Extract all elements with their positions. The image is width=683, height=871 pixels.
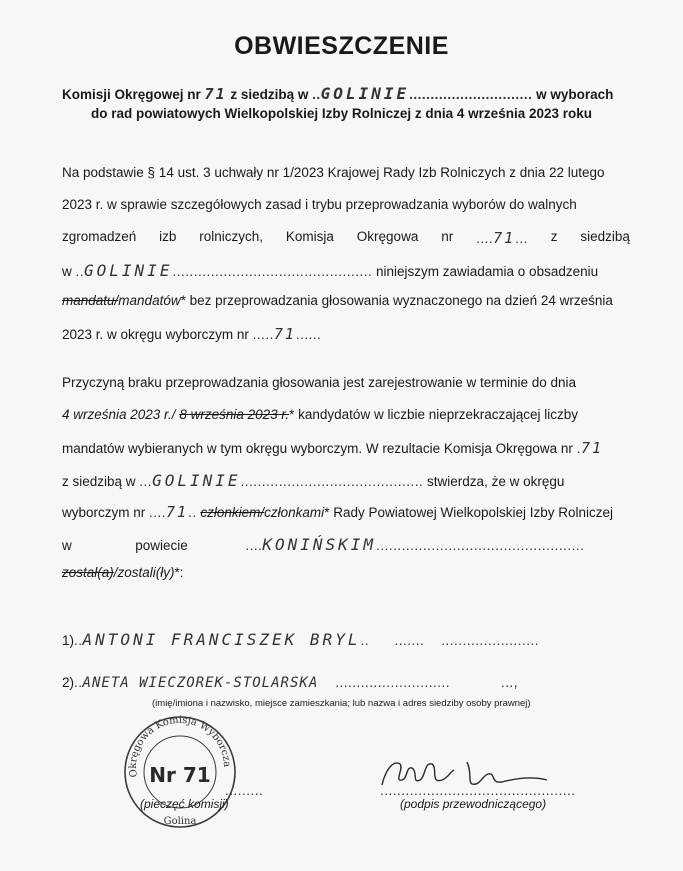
p2-line-4: z siedzibą w ...GOLINIE........................................... stwierdza, że w okręgu <box>62 471 565 490</box>
stamp-center-number: Nr 71 <box>149 763 211 787</box>
handwritten-commission-number: 71 <box>580 439 604 457</box>
document-title: OBWIESZCZENIE <box>234 32 449 60</box>
p1-line-5: mandatu/mandatów* bez przeprowadzania głosowania wyznaczonego na dzień 24 września <box>62 293 613 308</box>
stamp-dotted-line: ......... <box>225 783 264 798</box>
candidate-1: 1)..ANTONI FRANCISZEK BRYL.. ....... ....................... <box>62 630 539 649</box>
p1-line-3: zgromadzeń izb rolniczych, Komisja Okręgowa nr ....71... z siedzibą <box>62 229 630 247</box>
candidate-caption: (imię/imiona i nazwisko, miejsce zamieszkania; lub nazwa i adres siedziby osoby prawnej) <box>152 698 531 709</box>
p1-line-6: 2023 r. w okręgu wyborczym nr .....71...... <box>62 325 322 343</box>
handwritten-county: KONIŃSKIM <box>262 535 377 554</box>
handwritten-candidate-name: ANETA WIECZOREK-STOLARSKA <box>82 675 319 691</box>
handwritten-town: GOLINIE <box>152 471 241 490</box>
p1-line-2: 2023 r. w sprawie szczegółowych zasad i trybu przeprowadzania wyborów do walnych <box>62 197 577 212</box>
candidate-2: 2)..ANETA WIECZOREK-STOLARSKA ........................... ..., <box>62 675 519 691</box>
handwritten-commission-number: 71 <box>493 229 516 247</box>
p2-line-6: w powiecie ....KONIŃSKIM................................................. <box>62 535 585 554</box>
signature-dotted-line: .............................................. <box>380 783 576 798</box>
commission-stamp <box>120 712 240 832</box>
p2-line-1: Przyczyną braku przeprowadzania głosowania jest zarejestrowanie w terminie do dnia <box>62 375 577 390</box>
p1-line-4: w ..GOLINIE............................................... niniejszym zawiadamia o obsadzeniu <box>62 261 599 280</box>
stamp-bottom-text: Golina <box>163 816 197 827</box>
stamp-ring-text: Okręgowa Komisja Wyborcza <box>127 714 233 778</box>
p1-line-1: Na podstawie § 14 ust. 3 uchwały nr 1/2023 Krajowej Rady Izb Rolniczych z dnia 22 lutego <box>62 165 605 180</box>
subtitle-line-2: do rad powiatowych Wielkopolskiej Izby Rolniczej z dnia 4 września 2023 roku <box>90 106 592 121</box>
handwritten-candidate-name: ANTONI FRANCISZEK BRYL <box>82 630 361 649</box>
stamp-label: (pieczęć komisji) <box>140 797 229 811</box>
p2-line-3: mandatów wybieranych w tym okręgu wyborczym. W rezultacie Komisja Okręgowa nr .71 <box>62 439 604 457</box>
signature-label: (podpis przewodniczącego) <box>400 797 547 811</box>
p2-line-2: 4 września 2023 r./ 8 września 2023 r.* kandydatów w liczbie nieprzekraczającej liczby <box>62 407 579 422</box>
handwritten-town: GOLINIE <box>84 261 173 280</box>
handwritten-district-number: 71 <box>166 503 189 521</box>
handwritten-commission-number: 71 <box>204 85 227 103</box>
handwritten-district-number: 71 <box>273 325 296 343</box>
p2-line-5: wyborczym nr ....71.. członkiem/członkami* Rady Powiatowej Wielkopolskiej Izby Rolniczej <box>62 503 614 521</box>
p2-line-7: został(a)/zostali(ły)*: <box>62 565 184 580</box>
subtitle-line-1: Komisji Okręgowej nr 71 z siedzibą w ..GOLINIE............................. w wyborach <box>62 84 614 103</box>
handwritten-town: GOLINIE <box>320 84 410 103</box>
